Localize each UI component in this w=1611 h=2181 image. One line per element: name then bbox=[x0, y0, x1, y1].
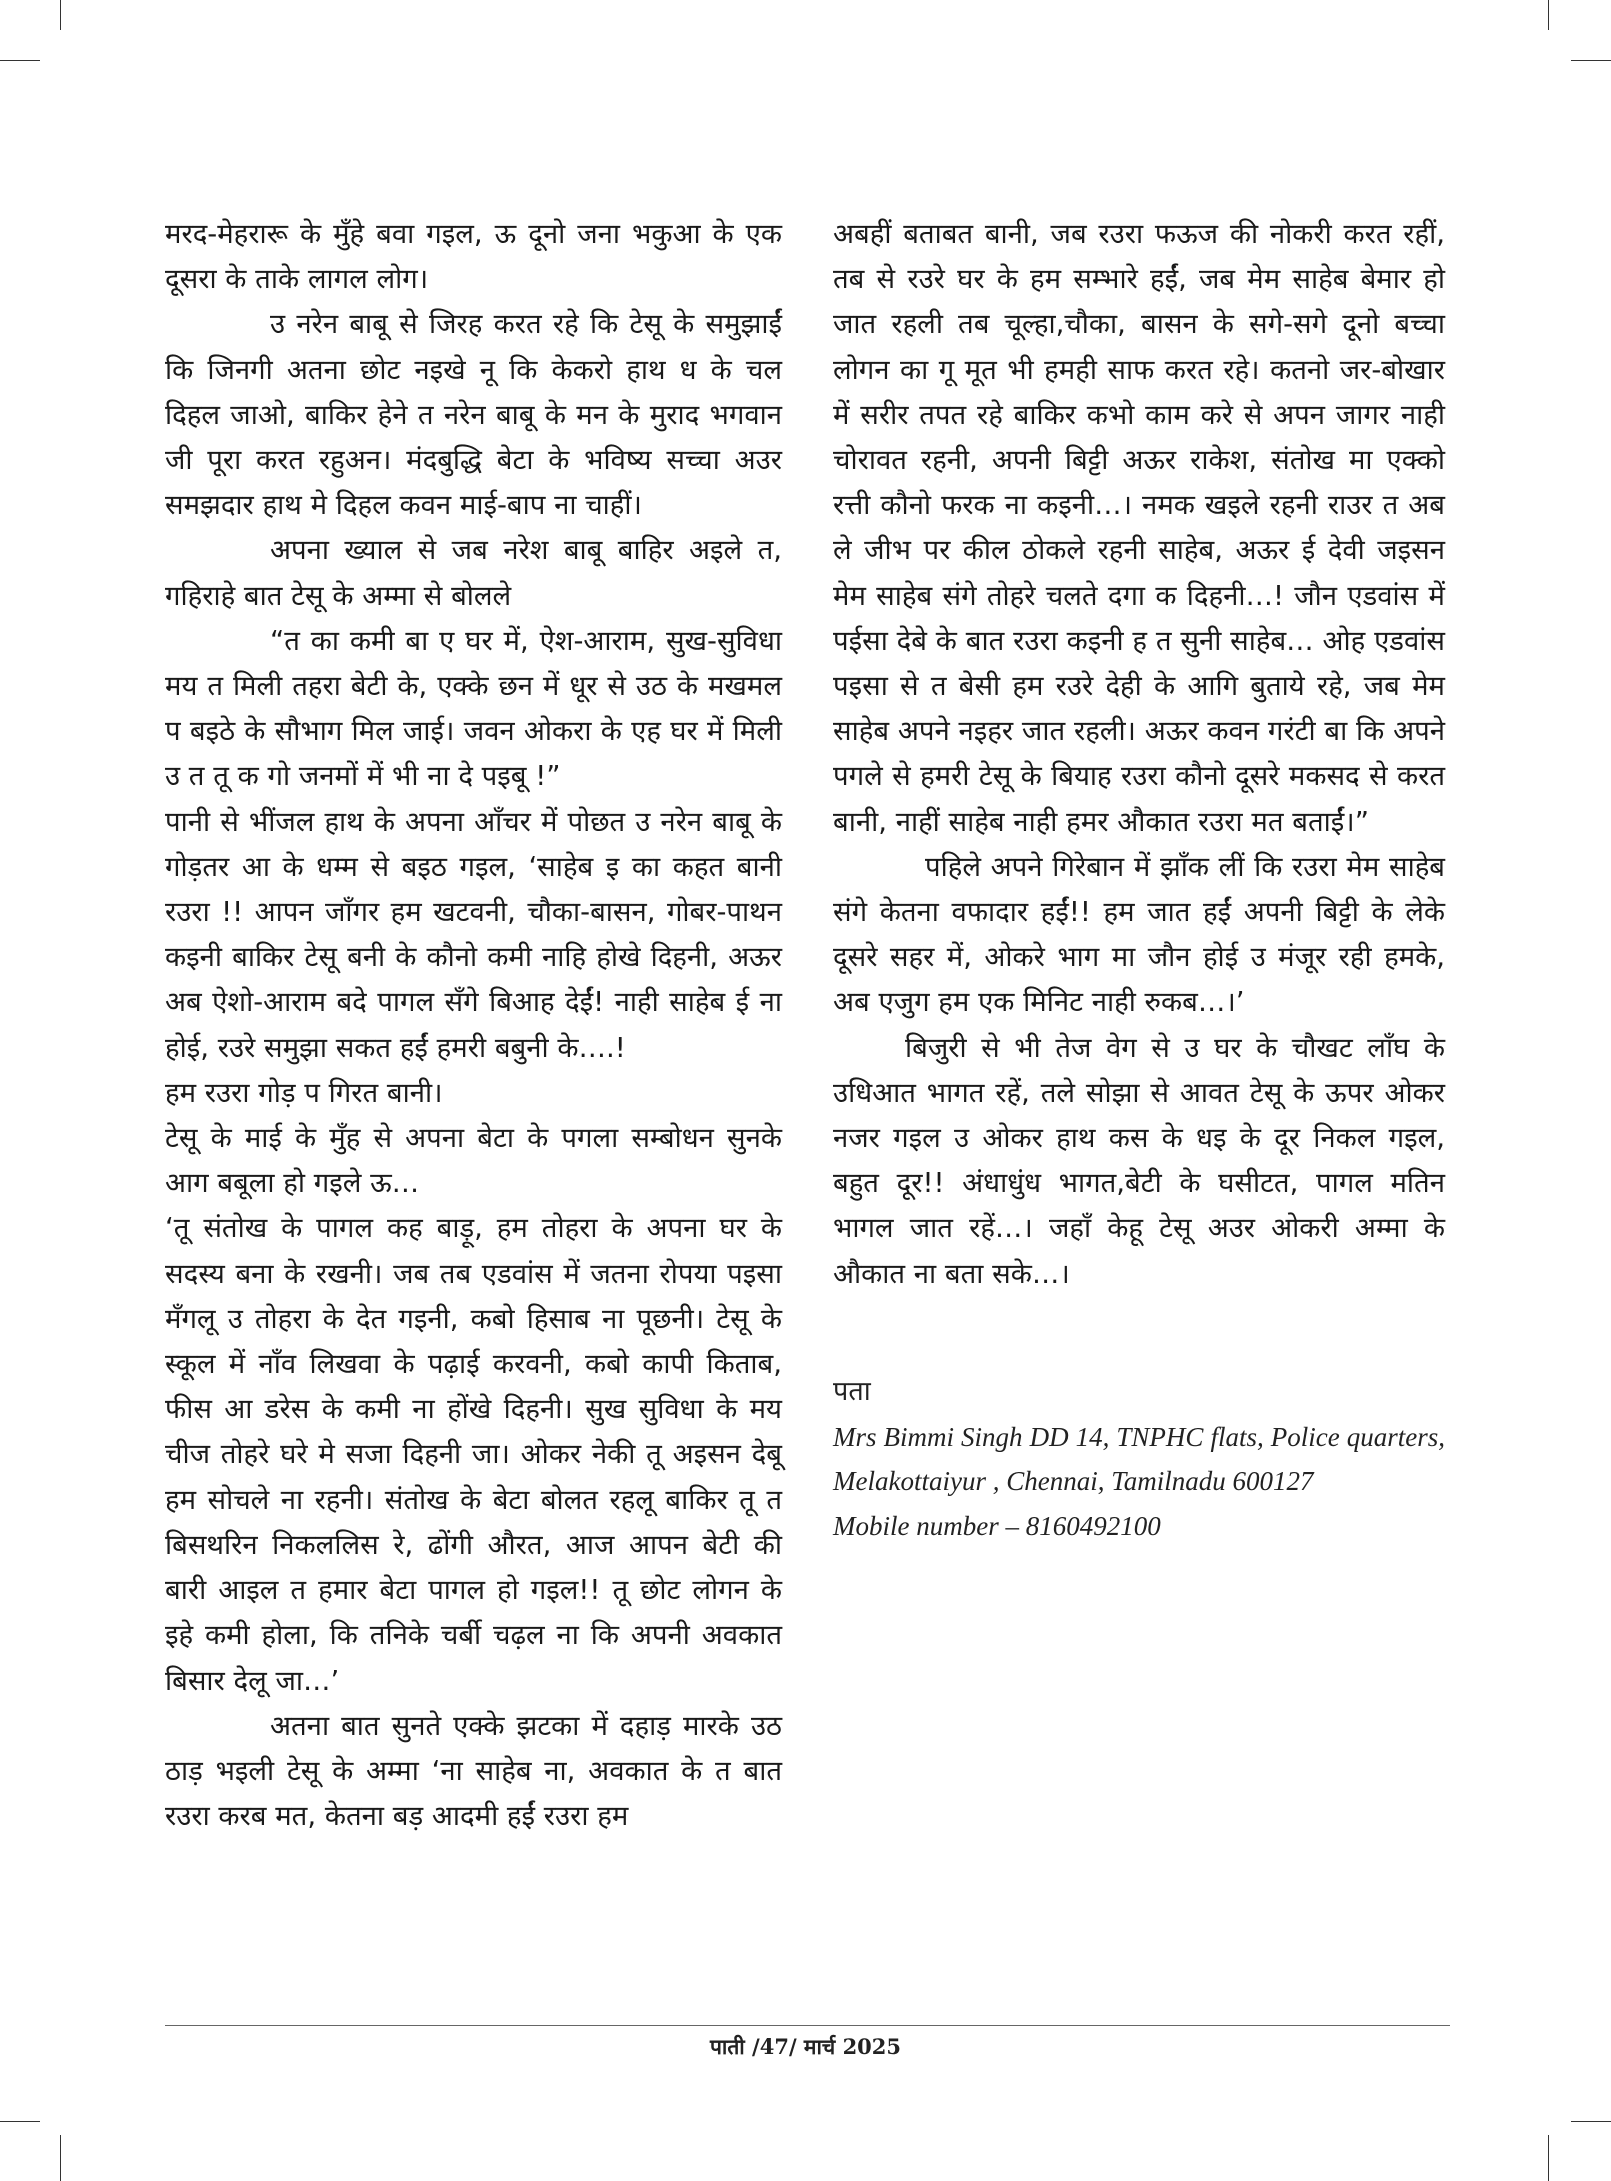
page-footer: पाती /47/ मार्च 2025 bbox=[709, 2034, 902, 2059]
paragraph: टेसू के माई के मुँह से अपना बेटा के पगला सम्बोधन सुनके आग बबूला हो गइले ऊ… bbox=[165, 1122, 782, 1200]
address-label: पता bbox=[833, 1375, 871, 1407]
footer-divider bbox=[165, 2025, 1450, 2026]
paragraph: पहिले अपने गिरेबान में झाँक लीं कि रउरा मेम साहेब संगे केतना वफादार हईं!! हम जात हईं अपनी बिट्टी के लेके दूसरे सहर में, ओकरे भाग मा जौन होई उ मंजूर रही हमके, अब एजुग हम एक मिनिट नाही रुकब…।’ bbox=[833, 850, 1445, 1019]
paragraph: अबहीं बताबत बानी, जब रउरा फऊज की नोकरी करत रहीं, तब से रउरे घर के हम सम्भारे हईं, जब मेम साहेब बेमार हो जात रहली तब चूल्हा,चौका, बासन के सगे-सगे दूनो बच्चा लोगन का गू मूत भी हमही साफ करत रहे। कतनो जर-बोखार में सरीर तपत रहे बाकिर कभो काम करे से अपन जागर नाही चोरावत रहनी, अपनी बिट्टी अऊर राकेश, संतोख मा एक्को रत्ती कौनो फरक ना कइनी…। नमक खइले रहनी राउर त अब ले जीभ पर कील ठोकले रहनी साहेब, अऊर ई देवी जइसन मेम साहेब संगे तोहरे चलते दगा क दिहनी…! जौन एडवांस में पईसा देबे के बात रउरा कइनी ह त सुनी साहेब… ओह एडवांस पइसा से त बेसी हम रउरे देही के आगि बुताये रहे, जब मेम साहेब अपने नइहर जात रहली। अऊर कवन गरंटी बा कि अपने पगले से हमरी टेसू के बियाह रउरा कौनो दूसरे मकसद से करत बानी, नाहीं साहेब नाही हमर औकात रउरा मत बताईं।” bbox=[833, 218, 1446, 838]
paragraph: बिजुरी से भी तेज वेग से उ घर के चौखट लाँघ के उधिआत भागत रहें, तले सोझा से आवत टेसू के ऊपर ओकर नजर गइल उ ओकर हाथ कस के धइ के दूर निकल गइल, बहुत दूर!! अंधाधुंध भागत,बेटी के घसीटत, पागल मतिन भागल जात रहें…। जहाँ केहू टेसू अउर ओकरी अम्मा के औकात ना बता सके…। bbox=[833, 1031, 1445, 1290]
crop-mark bbox=[0, 2121, 40, 2122]
paragraph: मरद-मेहरारू के मुँहे बवा गइल, ऊ दूनो जना भकुआ के एक दूसरा के ताके लागल लोग। bbox=[165, 218, 782, 296]
crop-mark bbox=[60, 2135, 61, 2181]
paragraph: अपना ख्याल से जब नरेश बाबू बाहिर अइले त, गहिराहे बात टेसू के अम्मा से बोलले bbox=[165, 534, 782, 612]
paragraph: ‘तू संतोख के पागल कह बाड़ू, हम तोहरा के अपना घर के सदस्य बना के रखनी। जब तब एडवांस में जतना रोपया पइसा मँगलू उ तोहरा के देत गइनी, कबो हिसाब ना पूछनी। टेसू के स्कूल में नाँव लिखवा के पढ़ाई करवनी, कबो कापी किताब, फीस आ डरेस के कमी ना होंखे दिहनी। सुख सुविधा के मय चीज तोहरे घरे मे सजा दिहनी जा। ओकर नेकी तू अइसन देबू हम सोचले ना रहनी। संतोख के बेटा बोलत रहलू बाकिर तू त बिसथरिन निकललिस रे, ढोंगी औरत, आज आपन बेटी की बारी आइल त हमार बेटा पागल हो गइल!! तू छोट लोगन के इहे कमी होला, कि तनिके चर्बी चढ़ल ना कि अपनी अवकात बिसार देलू जा…’ bbox=[165, 1212, 782, 1697]
address-line: Mrs Bimmi Singh DD 14, TNPHC flats, Police quarters, Melakottaiyur , Chennai, Tamilnadu 600127 bbox=[833, 1421, 1445, 1497]
crop-mark bbox=[60, 0, 61, 30]
crop-mark bbox=[1548, 2135, 1549, 2181]
paragraph: पानी से भींजल हाथ के अपना आँचर में पोछत उ नरेन बाबू के गोड़तर आ के धम्म से बइठ गइल, ‘साहेब इ का कहत बानी रउरा !! आपन जाँगर हम खटवनी, चौका-बासन, गोबर-पाथन कइनी बाकिर टेसू बनी के कौनो कमी नाहि होखे दिहनी, अऊर अब ऐशो-आराम बदे पागल सँगे बिआह देईं! नाही साहेब ई ना होई, रउरे समुझा सकत हईं हमरी बबुनी के….! bbox=[165, 805, 782, 1064]
crop-mark bbox=[1571, 2121, 1611, 2122]
crop-mark bbox=[1548, 0, 1549, 30]
paragraph: अतना बात सुनते एक्के झटका में दहाड़ मारके उठ ठाड़ भइली टेसू के अम्मा ‘ना साहेब ना, अवकात के त बात रउरा करब मत, केतना बड़ आदमी हईं रउरा हम bbox=[165, 1709, 782, 1833]
crop-mark bbox=[1571, 60, 1611, 61]
paragraph: उ नरेन बाबू से जिरह करत रहे कि टेसू के समुझाईं कि जिनगी अतना छोट नइखे नू कि केकरो हाथ ध के चल दिहल जाओ, बाकिर हेने त नरेन बाबू के मन के मुराद भगवान जी पूरा करत रहुअन। मंदबुद्धि बेटा के भविष्य सच्चा अउर समझदार हाथ मे दिहल कवन माई-बाप ना चाहीं। bbox=[165, 308, 782, 522]
left-column bbox=[165, 212, 782, 1839]
right-column bbox=[833, 212, 1445, 1548]
author-address bbox=[833, 1369, 1445, 1549]
paragraph: “त का कमी बा ए घर में, ऐश-आराम, सुख-सुविधा मय त मिली तहरा बेटी के, एक्के छन में धूर से उठ के मखमल प बइठे के सौभाग मिल जाई। जवन ओकरा के एह घर में मिली उ त तू क गो जनमों में भी ना दे पइबू !” bbox=[165, 624, 782, 793]
paragraph: हम रउरा गोड़ प गिरत बानी। bbox=[165, 1076, 443, 1109]
mobile-number: Mobile number – 8160492100 bbox=[833, 1510, 1161, 1541]
crop-mark bbox=[0, 60, 40, 61]
